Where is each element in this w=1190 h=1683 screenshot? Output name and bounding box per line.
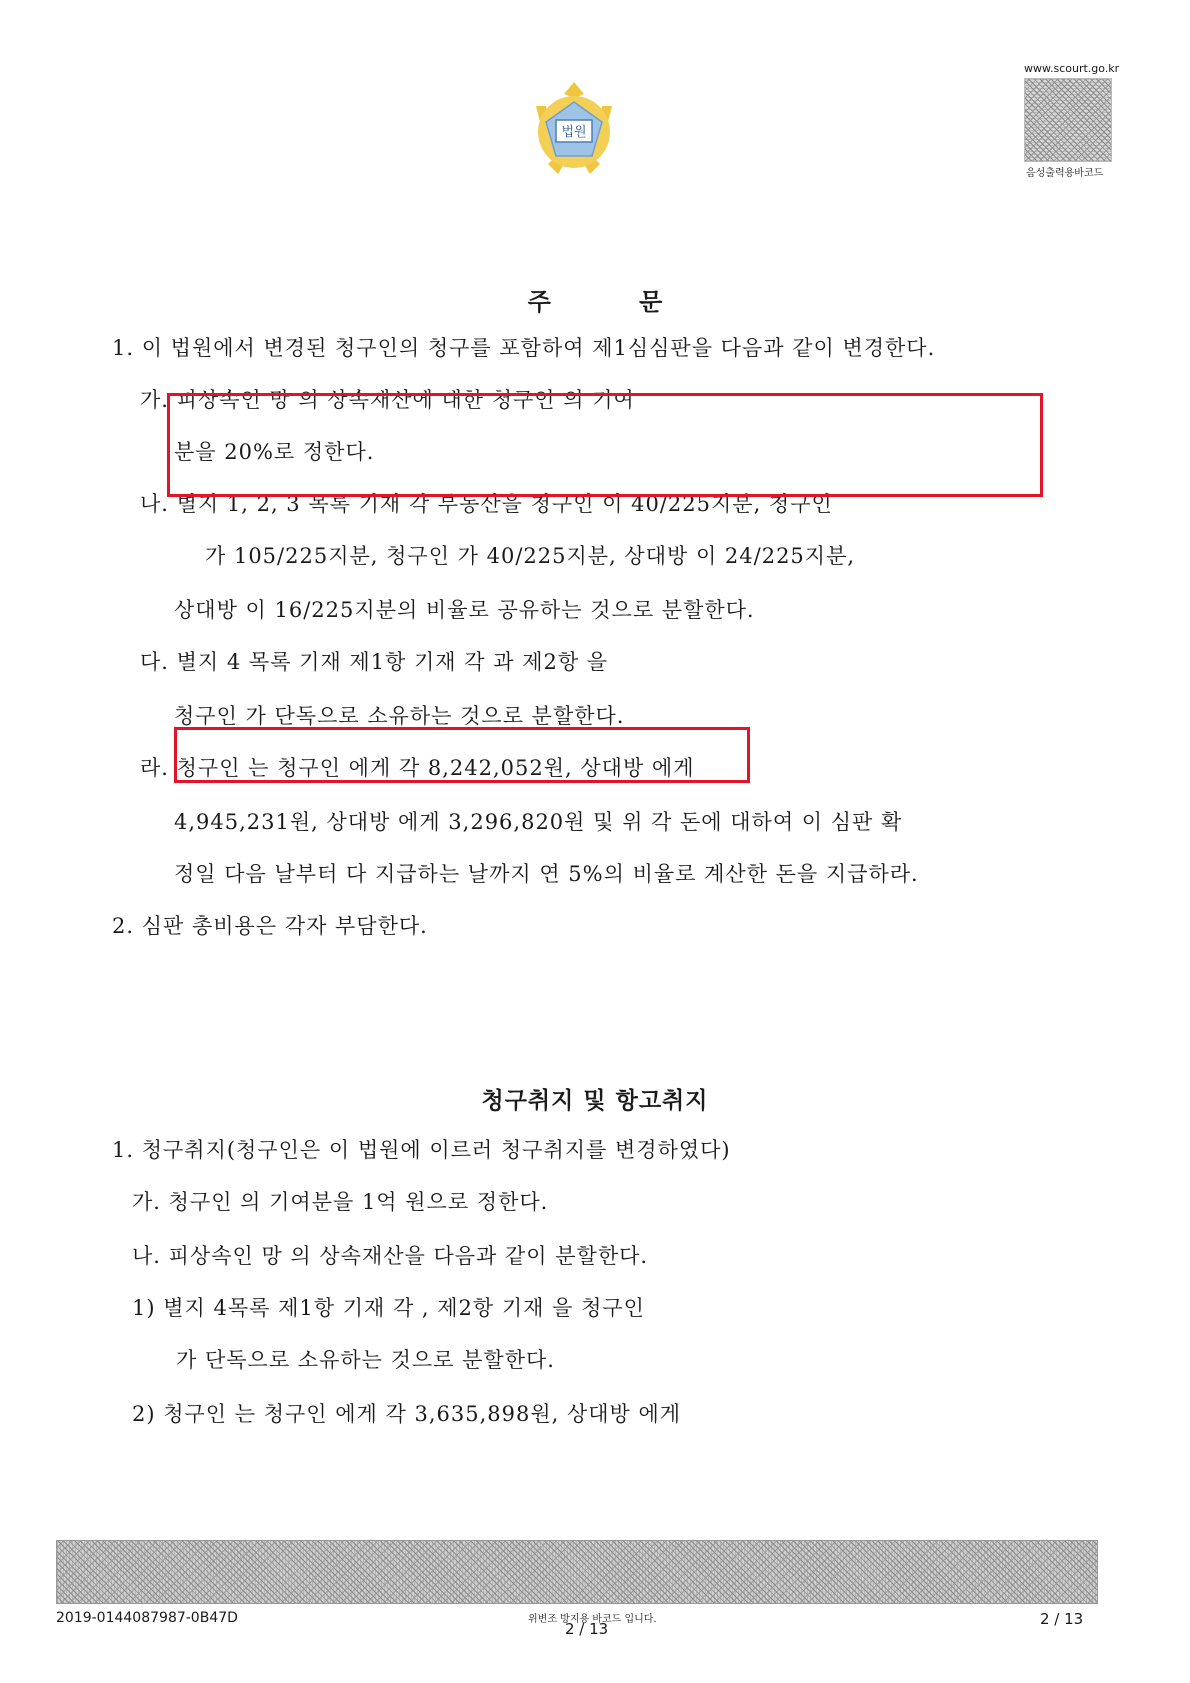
jumun-line-1: 1. 이 법원에서 변경된 청구인의 청구를 포함하여 제1심심판을 다음과 같이 변경한다.	[112, 336, 936, 360]
cheonggu-line-1-item-cont: 가 단독으로 소유하는 것으로 분할한다.	[176, 1348, 555, 1372]
emblem-label: 법원	[561, 125, 587, 140]
qr-caption: 음성출력용바코드	[1026, 168, 1104, 179]
jumun-line-ra: 라. 청구인 는 청구인 에게 각 8,242,052원, 상대방 에게	[140, 756, 695, 780]
voice-output-barcode	[1024, 78, 1112, 162]
cheonggu-line-ga: 가. 청구인 의 기여분을 1억 원으로 정한다.	[132, 1190, 549, 1214]
page-number-center: 2 / 13	[565, 1620, 609, 1638]
section-title-jumun: 주 문	[527, 287, 663, 316]
barcode-note: 위변조 방지용 바코드 입니다.	[528, 1614, 657, 1625]
jumun-line-na: 나. 별지 1, 2, 3 목록 기재 각 부동산을 청구인 이 40/225지분, 청구인	[140, 492, 833, 516]
document-id: 2019-0144087987-0B47D	[56, 1610, 238, 1626]
jumun-line-na-cont-2: 상대방 이 16/225지분의 비율로 공유하는 것으로 분할한다.	[174, 598, 755, 622]
cheonggu-line-1-item: 1) 별지 4목록 제1항 기재 각 , 제2항 기재 을 청구인	[132, 1296, 645, 1320]
court-emblem-icon	[520, 76, 628, 184]
jumun-line-ra-cont-2: 정일 다음 날부터 다 지급하는 날까지 연 5%의 비율로 계산한 돈을 지급하라.	[174, 862, 919, 886]
jumun-line-na-cont-1: 가 105/225지분, 청구인 가 40/225지분, 상대방 이 24/225지분,	[205, 544, 856, 568]
anti-forgery-barcode	[56, 1540, 1098, 1604]
page-number-right: 2 / 13	[1040, 1610, 1084, 1628]
jumun-line-ga: 가. 피상속인 망 의 상속재산에 대한 청구인 의 기여	[140, 388, 635, 412]
jumun-line-ga-cont: 분을 20%로 정한다.	[174, 440, 375, 464]
section-title-cheonggu: 청구취지 및 항고취지	[481, 1088, 709, 1114]
cheonggu-line-2-item: 2) 청구인 는 청구인 에게 각 3,635,898원, 상대방 에게	[132, 1402, 682, 1426]
cheonggu-line-1: 1. 청구취지(청구인은 이 법원에 이르러 청구취지를 변경하였다)	[112, 1138, 731, 1162]
jumun-line-da-cont: 청구인 가 단독으로 소유하는 것으로 분할한다.	[174, 704, 625, 728]
jumun-line-da: 다. 별지 4 목록 기재 제1항 기재 각 과 제2항 을	[140, 650, 609, 674]
highlight-box-sole-ownership	[174, 727, 750, 783]
jumun-line-ra-cont-1: 4,945,231원, 상대방 에게 3,296,820원 및 위 각 돈에 대하여 이 심판 확	[174, 810, 903, 834]
jumun-line-2: 2. 심판 총비용은 각자 부담한다.	[112, 914, 428, 938]
cheonggu-line-na: 나. 피상속인 망 의 상속재산을 다음과 같이 분할한다.	[132, 1244, 649, 1268]
highlight-box-contribution	[167, 393, 1043, 497]
qr-url: www.scourt.go.kr	[1024, 62, 1120, 75]
